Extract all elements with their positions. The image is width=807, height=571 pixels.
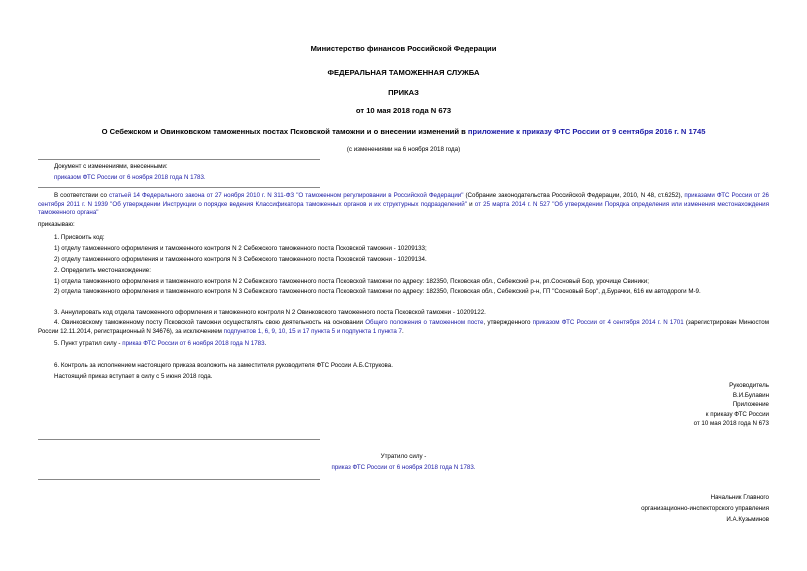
expired-link[interactable]: приказ ФТС России от 6 ноября 2018 года N 1783. — [331, 464, 476, 471]
preamble-order-link-1[interactable]: приказами ФТС России от 26 сентября 2011 г. N 1939 "Об утверждении Инструкции о порядке ведения Классификатора таможенных органов и их структурных подразделений" — [38, 192, 769, 208]
orders-word: приказываю: — [38, 221, 75, 228]
item-5-dot: . — [264, 340, 267, 347]
divider-top — [38, 159, 320, 160]
preamble-text-1: В соответствии со — [54, 192, 109, 199]
item-4-link-subitems[interactable]: подпунктов 1, 6, 9, 10, 15 и 17 пункта 5 и подпункта 1 пункта 7 — [223, 327, 402, 335]
item-6: 6. Контроль за исполнением настоящего приказа возложить на заместителя руководителя ФТС России А.Б.Струкова. — [54, 362, 393, 369]
appendix-label: Приложение — [732, 401, 769, 409]
signatory-name: В.И.Булавин — [732, 391, 769, 399]
item-4-text-a: 4. Овинковскому таможенному посту Псковской таможни осуществлять свою деятельность на основании — [54, 319, 366, 326]
item-5-link[interactable]: приказ ФТС России от 6 ноября 2018 года N 1783 — [122, 340, 265, 347]
item-2-1: 1) отдела таможенного оформления и таможенного контроля N 2 Себежского таможенного поста Псковской таможни по адресу: 182350, Псковская обл., Себежский р-н, рп.Сосновый Бор, урочище Свиники; — [54, 278, 649, 285]
preamble-text-3: и — [466, 200, 475, 208]
signatory-role: Руководитель — [729, 382, 769, 389]
expired-text: Утратило силу - — [380, 453, 427, 460]
item-2: 2. Определить местонахождение: — [54, 267, 151, 274]
footer-role-2: организационно-инспекторского управления — [641, 505, 769, 512]
changes-link[interactable]: приказом ФТС России от 6 ноября 2018 года N 1783. — [54, 174, 206, 181]
divider-expired-top — [38, 439, 320, 440]
ministry-name: Министерство финансов Российской Федерации — [310, 44, 497, 53]
item-2-2: 2) отдела таможенного оформления и таможенного контроля N 3 Себежского таможенного поста Псковской таможни по адресу: 182350, Псковская обл., Себежский р-н, ГП "Сосновый Бор", д.Бурачки, 616 км автодороги М-9. — [54, 288, 701, 295]
item-4-text-c: (зарегистрирован Минюстом России 12.11.2014, регистрационный N 34676), за исключением — [38, 319, 769, 335]
doc-title-link[interactable]: приложение к приказу ФТС России от 9 сентября 2016 г. N 1745 — [467, 127, 706, 136]
doc-type: ПРИКАЗ — [388, 88, 419, 97]
item-4-link-regulation[interactable]: Общего положения о таможенном посте — [365, 319, 484, 326]
item-1-2: 2) отделу таможенного оформления и таможенного контроля N 3 Себежского таможенного поста Псковской таможни - 10209134. — [54, 256, 427, 263]
preamble-law-link[interactable]: статьей 14 Федерального закона от 27 ноября 2010 г. N 311-ФЗ "О таможенном регулировании в Российской Федерации" — [108, 192, 464, 199]
preamble-paragraph — [38, 192, 769, 218]
service-name: ФЕДЕРАЛЬНАЯ ТАМОЖЕННАЯ СЛУЖБА — [327, 68, 480, 77]
footer-role-1: Начальник Главного — [710, 494, 769, 501]
appendix-date: от 10 мая 2018 года N 673 — [693, 420, 769, 428]
footer-signature — [641, 492, 769, 525]
item-1-1: 1) отделу таможенного оформления и таможенного контроля N 2 Себежского таможенного поста Псковской таможни - 10209133; — [54, 245, 427, 252]
appendix-order: к приказу ФТС России — [705, 410, 769, 418]
doc-title-text: О Себежском и Овинковском таможенных постах Псковской таможни и о внесении изменений в — [101, 127, 468, 136]
changes-label: Документ с изменениями, внесенными: — [54, 163, 168, 170]
amend-note: (с изменениями на 6 ноября 2018 года) — [346, 146, 461, 153]
item-4-link-order[interactable]: приказом ФТС России от 4 сентября 2014 г. N 1701 — [532, 319, 684, 326]
item-5 — [54, 340, 266, 348]
footer-name: И.А.Кузьминов — [726, 516, 769, 523]
doc-date-number: от 10 мая 2018 года N 673 — [355, 106, 452, 115]
effective-date: Настоящий приказ вступает в силу с 5 июня 2018 года. — [54, 373, 213, 380]
preamble-order-link-2[interactable]: от 25 марта 2014 г. N 527 "Об утверждении Порядка определения или изменения местонахождения таможенного органа" — [38, 200, 769, 216]
divider-mid — [38, 187, 320, 188]
doc-title — [0, 127, 807, 136]
divider-expired-bottom — [38, 479, 320, 480]
signature-block — [694, 381, 769, 429]
preamble-text-2: (Собрание законодательства Российской Федерации, 2010, N 48, ст.6252), — [463, 192, 685, 199]
item-4-text-d: . — [402, 327, 404, 335]
item-4 — [38, 319, 769, 336]
item-3: 3. Аннулировать код отдела таможенного оформления и таможенного контроля N 2 Овинковского таможенного поста Псковской таможни - 10209122. — [54, 309, 486, 316]
item-4-text-b: , утвержденного — [483, 319, 533, 326]
item-5-text: 5. Пункт утратил силу - — [54, 340, 123, 347]
item-1: 1. Присвоить код: — [54, 234, 105, 241]
